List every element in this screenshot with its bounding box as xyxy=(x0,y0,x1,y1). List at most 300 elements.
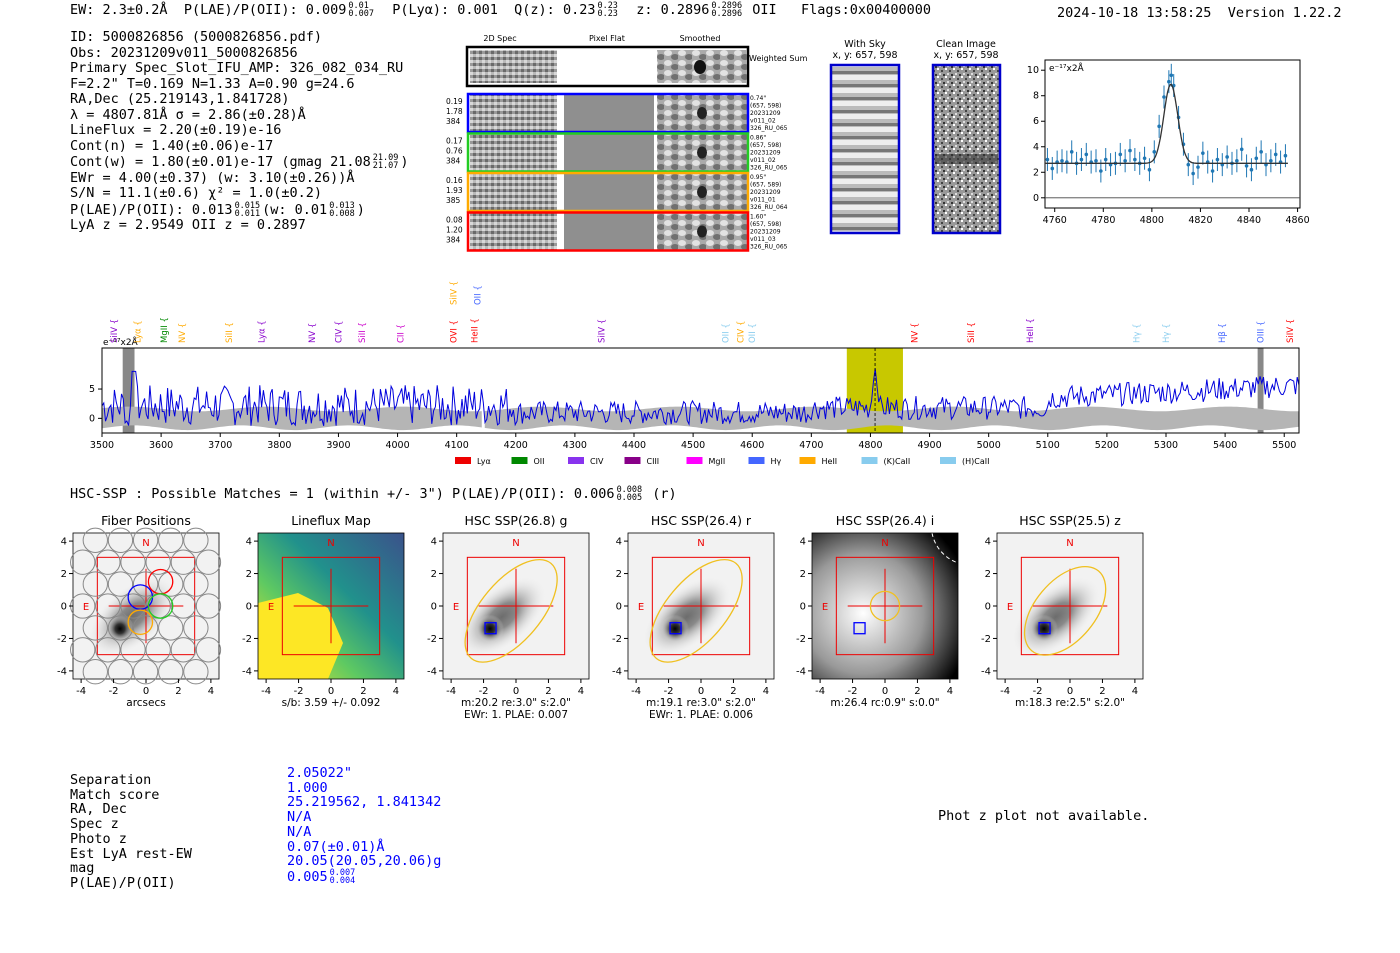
panel-subtitle: m:19.1 re:3.0" s:2.0" xyxy=(646,697,756,709)
legend-swatch xyxy=(568,457,584,464)
info-fit: F=2.2" T=0.169 N=1.33 A=0.90 g=24.6 xyxy=(70,75,355,92)
panel-ytick-label: -2 xyxy=(57,633,67,645)
cutout-right-value: 326_RU_065 xyxy=(750,125,788,132)
fit-ytick-label: 0 xyxy=(1032,192,1039,204)
panel-title: HSC SSP(26.4) i xyxy=(835,513,935,528)
east-label: E xyxy=(637,602,645,613)
panel-subtitle: arcsecs xyxy=(126,697,166,709)
spectrum-xtick-label: 5500 xyxy=(1272,440,1297,451)
panel-ytick-label: 4 xyxy=(799,536,806,548)
spectrum-line-label: OII { xyxy=(473,285,484,305)
legend-label: CIII xyxy=(646,457,660,466)
weighted-sum-label xyxy=(749,54,808,63)
panel-ytick-label: 2 xyxy=(60,569,67,581)
panel-xtick-label: 4 xyxy=(946,686,954,697)
fit-point xyxy=(1225,155,1229,159)
fit-ytick-label: 10 xyxy=(1026,65,1039,77)
panel-xtick-label: 0 xyxy=(142,686,150,697)
info-plae-w-hi: 0.013 xyxy=(329,200,355,211)
panel-xtick-label: 0 xyxy=(327,686,335,697)
fit-point xyxy=(1080,158,1084,162)
cutout-source xyxy=(697,226,707,238)
info-lineflux: LineFlux = 2.20(±0.19)e-16 xyxy=(70,122,282,138)
north-label: N xyxy=(1066,537,1074,549)
spectrum-line-label: NV { xyxy=(910,322,921,343)
panel-ytick-label: -4 xyxy=(427,666,437,678)
panel-title: HSC SSP(26.4) r xyxy=(650,513,752,528)
fit-point xyxy=(1104,158,1108,162)
cutout-rows xyxy=(446,94,788,251)
header-plya: P(Lyα): 0.001 xyxy=(392,2,498,18)
match-label: Est LyA rest-EW xyxy=(70,845,192,862)
info-ewr: EWr = 4.00(±0.37) (w: 3.10(±0.26))Å xyxy=(70,169,355,186)
fit-point xyxy=(1157,125,1161,129)
spectrum-line-label: SiII { xyxy=(358,322,369,343)
north-label: N xyxy=(881,537,889,549)
cutout-right-value: (657, 589) xyxy=(750,181,782,189)
fit-xtick-label: 4860 xyxy=(1285,215,1310,226)
legend-swatch xyxy=(800,457,816,464)
fit-point xyxy=(1118,153,1122,157)
spectrum-line-label: SiIV { xyxy=(597,318,608,343)
detection-info: ID: 5000826856 (5000826856.pdf) Obs: 20231209v011_5000826856 Primary Spec_Slot_IFU_AMP: 326_082_034_RU F=2.2" T=0.169 N=1.33 A=0.90 g=24.6 RA,Dec (25.219143,1.841728) λ = 4807.81Å σ = 2.86(±0.28)Å LineFlux = 2.20(±0.19)e-16 Cont(n) = 1.40(±0.06)e-17 Cont(w) = 1.80(±0.01)e-17 (gmag 21.08 21.09 21.07 ) EWr = 4.00(±0.37) (w: 3.10(±0.26))Å S/N = 11.1(±0.6) χ² = 1.0(±0.2) P(LAE)/P(OII): 0.013 0.015 0.011 (w: 0.01 0.013 0.008 ) LyA z = 2.9549 OII z = 0.2897 xyxy=(70,29,409,233)
spectrum-xtick-label: 3500 xyxy=(89,440,115,451)
hsc-line-band: (r) xyxy=(652,486,677,502)
panel-ytick-label: -2 xyxy=(427,633,437,645)
clean-image-source xyxy=(935,154,998,164)
spectrum-xtick-label: 4600 xyxy=(740,440,765,451)
weighted-sum-2dspec xyxy=(470,50,557,83)
imaging-panel xyxy=(981,513,1143,709)
legend-swatch xyxy=(687,457,703,464)
fit-point xyxy=(1084,153,1088,157)
panel-xtick-label: 4 xyxy=(762,686,770,697)
cutout-right-value: 20231209 xyxy=(750,110,781,117)
panel-xtick-label: 2 xyxy=(360,686,367,697)
panel-ytick-label: 0 xyxy=(799,601,806,613)
info-contw-hi: 21.09 xyxy=(372,153,399,163)
fit-point xyxy=(1274,153,1278,157)
legend-label: HeII xyxy=(821,457,838,466)
fit-point xyxy=(1259,150,1263,154)
panel-ytick-label: -2 xyxy=(612,633,622,645)
fit-frame xyxy=(1045,60,1300,208)
match-value: 1.000 xyxy=(287,779,328,796)
fit-point xyxy=(1196,165,1200,169)
cutout-right-value: v011_02 xyxy=(750,157,776,164)
cutout-right-value: (657, 598) xyxy=(750,102,782,110)
spectrum-xtick-label: 5400 xyxy=(1213,440,1238,451)
spectrum-line-label: NV { xyxy=(307,322,318,343)
imaging-panel xyxy=(242,513,404,709)
panel-ytick-label: -2 xyxy=(981,633,991,645)
panel-xtick-label: 4 xyxy=(577,686,585,697)
header-z-line: OII xyxy=(752,2,777,18)
header-z: z: 0.2896 xyxy=(636,2,710,18)
spectrum-line-label: SiII { xyxy=(966,322,977,343)
cutout-left-value: 0.76 xyxy=(446,146,463,156)
spectrum-line-label: CIV { xyxy=(334,320,345,343)
fit-point xyxy=(1235,159,1239,163)
cutout-right-value: v011_02 xyxy=(750,117,776,125)
spectrum-xtick-label: 4300 xyxy=(562,440,587,451)
clean-image-xy: x, y: 657, 598 xyxy=(933,50,999,61)
spectrum-xtick-label: 3900 xyxy=(326,440,351,451)
spectrum-xtick-label: 4900 xyxy=(917,440,942,451)
panel-subtitle: s/b: 3.59 +/- 0.092 xyxy=(281,697,381,709)
fit-point xyxy=(1167,80,1171,84)
col-header-pixelflat: Pixel Flat xyxy=(589,34,625,43)
cutout-right-value: v011_03 xyxy=(750,236,776,243)
legend-swatch xyxy=(455,457,471,464)
cutout-source xyxy=(697,186,707,198)
spectrum-xtick-label: 4200 xyxy=(503,440,528,451)
weighted-sum-source xyxy=(694,60,706,74)
full-spectrum-chart xyxy=(80,275,1320,465)
legend-label: CIV xyxy=(590,457,604,466)
info-plae-w: (w: 0.01 xyxy=(262,201,328,218)
spectrum-line-label: Hγ { xyxy=(1132,323,1143,343)
fit-point xyxy=(1191,172,1195,176)
east-label: E xyxy=(452,602,460,613)
cutout-right-value: 326_RU_064 xyxy=(750,204,788,211)
info-contw: Cont(w) = 1.80(±0.01)e-17 (gmag 21.08 xyxy=(70,154,371,170)
panel-title: Lineflux Map xyxy=(291,513,371,528)
fit-ytick-label: 2 xyxy=(1032,167,1039,179)
match-value: 25.219562, 1.841342 xyxy=(287,794,442,811)
fit-point xyxy=(1250,168,1254,172)
hsc-summary xyxy=(70,486,677,502)
panel-xtick-label: 2 xyxy=(1099,686,1106,697)
imaging-panel xyxy=(796,513,958,709)
line-fit-chart xyxy=(1026,55,1310,235)
spectrum-line-label: SiIV { xyxy=(109,318,120,343)
match-label: RA, Dec xyxy=(70,801,127,818)
panel-xtick-label: 0 xyxy=(1066,686,1074,697)
panel-xtick-label: 4 xyxy=(1131,686,1139,697)
panel-subtitle: m:18.3 re:2.5" s:2.0" xyxy=(1015,697,1125,709)
spectrum-xtick-label: 3600 xyxy=(149,440,174,451)
legend-label: Hγ xyxy=(770,457,782,466)
panel-ytick-label: 4 xyxy=(430,536,437,548)
with-sky-title: With Sky xyxy=(844,39,886,50)
panel-subtitle-2: EWr: 1. PLAE: 0.006 xyxy=(648,709,754,721)
cutout-right-value: v011_01 xyxy=(750,196,776,204)
fit-unit-label: e⁻¹⁷x2Å xyxy=(1049,64,1084,74)
cutout-right-value: 0.86" xyxy=(750,134,767,142)
north-label: N xyxy=(512,537,520,549)
panel-title: HSC SSP(25.5) z xyxy=(1019,513,1121,528)
cutout-left-value: 0.19 xyxy=(446,97,463,106)
spectrum-ytick-label: 0 xyxy=(88,413,95,425)
match-value: N/A xyxy=(287,823,312,840)
panel-xtick-label: -4 xyxy=(76,686,87,697)
cutout-2dspec xyxy=(470,174,557,210)
north-label: N xyxy=(697,537,705,549)
info-plae-lo: 0.011 xyxy=(234,208,261,219)
cutout-source xyxy=(697,107,707,119)
cutout-right-value: 20231209 xyxy=(750,228,781,236)
legend-swatch xyxy=(862,457,878,464)
spectrum-line-label: MgII { xyxy=(160,317,171,343)
panel-xtick-label: 2 xyxy=(914,686,921,697)
fit-point xyxy=(1254,156,1258,160)
match-label: Separation xyxy=(70,772,152,788)
match-label: Spec z xyxy=(70,816,119,833)
cutout-pixelflat xyxy=(564,174,654,210)
header-qz-lo: 0.23 xyxy=(597,9,618,19)
cutout-2dspec xyxy=(470,214,557,250)
panel-ytick-label: -4 xyxy=(57,666,67,678)
imaging-panel xyxy=(57,513,221,709)
col-header-smoothed: Smoothed xyxy=(679,34,721,43)
header-z-hi: 0.2896 xyxy=(711,1,743,11)
panel-ytick-label: 4 xyxy=(245,536,252,548)
east-label: E xyxy=(1006,602,1014,613)
east-label: E xyxy=(82,602,90,613)
cutout-pixelflat xyxy=(564,214,654,250)
header-ew: EW: 2.3±0.2Å xyxy=(70,2,168,18)
fit-point xyxy=(1123,159,1127,163)
panel-ytick-label: 4 xyxy=(615,536,622,548)
imaging-panel xyxy=(612,513,774,721)
fit-point xyxy=(1070,150,1074,154)
spectrum-line-label: Hγ { xyxy=(1161,323,1172,343)
spectrum-line-label: Lyα { xyxy=(133,320,144,343)
panel-xtick-label: 0 xyxy=(512,686,520,697)
fit-point xyxy=(1046,158,1050,162)
panel-xtick-label: -4 xyxy=(261,686,272,697)
fit-point xyxy=(1201,151,1205,155)
info-plae-w-lo: 0.008 xyxy=(329,208,355,219)
info-plae-hi: 0.015 xyxy=(234,200,261,211)
spectrum-line-label: OII { xyxy=(748,323,759,343)
panel-title: Fiber Positions xyxy=(101,513,191,528)
panel-title: HSC SSP(26.8) g xyxy=(464,513,568,528)
clean-image-title: Clean Image xyxy=(936,39,996,50)
match-label: Match score xyxy=(70,786,160,803)
north-label: N xyxy=(327,537,335,549)
galaxy-core xyxy=(476,615,504,643)
panel-ytick-label: 0 xyxy=(615,601,622,613)
panel-xtick-label: 4 xyxy=(392,686,400,697)
cutout-right-value: 20231209 xyxy=(750,149,781,157)
east-label: E xyxy=(267,602,275,613)
panel-ytick-label: 4 xyxy=(984,536,991,548)
cutout-right-value: (657, 598) xyxy=(750,221,782,228)
header-version: Version 1.22.2 xyxy=(1227,5,1342,21)
galaxy-core xyxy=(661,615,689,643)
fit-point xyxy=(1050,167,1054,171)
spectrum-xtick-label: 5200 xyxy=(1094,440,1119,451)
panel-ytick-label: 2 xyxy=(799,569,806,581)
spectrum-line-label: NV { xyxy=(177,322,188,343)
spectrum-ytick-label: 5 xyxy=(88,384,95,396)
fit-ytick-label: 4 xyxy=(1032,141,1039,153)
match-plae-lo: 0.004 xyxy=(329,875,356,886)
fit-point xyxy=(1216,158,1220,162)
match-label: Photo z xyxy=(70,830,127,847)
panel-ytick-label: 2 xyxy=(245,569,252,581)
spectrum-line-label: HeII { xyxy=(470,318,481,343)
info-radec: RA,Dec (25.219143,1.841728) xyxy=(70,91,290,107)
panel-xtick-label: -4 xyxy=(446,686,457,697)
panel-subtitle: m:26.4 rc:0.9" s:0.0" xyxy=(830,697,940,709)
panel-ytick-label: 0 xyxy=(984,601,991,613)
spectrum-line-label: Hβ { xyxy=(1218,323,1229,343)
cutout-left-value: 0.17 xyxy=(446,136,463,146)
cutout-pixelflat xyxy=(564,95,654,131)
spectrum-line-label: SiIV { xyxy=(1286,318,1297,343)
panel-ytick-label: -2 xyxy=(242,633,252,645)
fit-ytick-label: 6 xyxy=(1032,116,1039,128)
cutout-right-value: 0.74" xyxy=(750,95,767,102)
with-sky-image xyxy=(831,65,899,233)
header-z-lo: 0.2896 xyxy=(711,9,743,19)
panel-ytick-label: 0 xyxy=(60,601,67,613)
cutout-2dspec xyxy=(470,95,557,131)
imaging-panel xyxy=(427,513,589,721)
spectrum-line-label: SiIV { xyxy=(449,280,460,305)
fit-point xyxy=(1186,163,1190,167)
header-datetime: 2024-10-18 13:58:25 xyxy=(1057,5,1212,21)
cutout-left-value: 384 xyxy=(446,156,461,166)
panel-xtick-label: -4 xyxy=(815,686,826,697)
panel-xtick-label: 0 xyxy=(881,686,889,697)
header-plae: P(LAE)/P(OII): 0.009 xyxy=(183,2,347,18)
panel-xtick-label: -2 xyxy=(478,686,489,697)
cutout-left-value: 384 xyxy=(446,117,461,126)
cutout-right-value: 0.95" xyxy=(750,174,767,181)
match-plae-hi: 0.007 xyxy=(329,867,356,878)
legend-swatch xyxy=(749,457,765,464)
panel-ytick-label: 2 xyxy=(430,569,437,581)
panel-xtick-label: -2 xyxy=(108,686,119,697)
spectrum-xtick-label: 3700 xyxy=(208,440,233,451)
col-header-2dspec: 2D Spec xyxy=(483,34,517,43)
header-plae-hi: 0.01 xyxy=(348,1,369,11)
header-summary xyxy=(70,2,931,18)
match-value: 0.07(±0.01)Å xyxy=(287,838,385,855)
spectrum-xtick-label: 5100 xyxy=(1035,440,1060,451)
fit-point xyxy=(1152,150,1156,154)
galaxy-core xyxy=(1030,615,1058,643)
legend-swatch xyxy=(625,457,641,464)
panel-subtitle-2: EWr: 1. PLAE: 0.007 xyxy=(463,709,569,721)
info-contn: Cont(n) = 1.40(±0.06)e-17 xyxy=(70,137,274,154)
panel-xtick-label: -2 xyxy=(663,686,674,697)
north-label: N xyxy=(142,537,150,549)
clean-image xyxy=(933,65,1000,233)
fit-xtick-label: 4820 xyxy=(1188,215,1213,226)
panel-xtick-label: -2 xyxy=(847,686,858,697)
panel-xtick-label: 4 xyxy=(207,686,215,697)
spectrum-line-label: SiII { xyxy=(225,322,236,343)
legend-label: OII xyxy=(533,457,545,466)
cutout-pixelflat xyxy=(564,135,654,171)
match-labels xyxy=(70,773,192,891)
fit-xtick-label: 4780 xyxy=(1091,215,1116,226)
info-lyaz: LyA z = 2.9549 OII z = 0.2897 xyxy=(70,217,306,233)
match-value: 0.005 0.007 0.004 xyxy=(287,867,356,886)
fit-point xyxy=(1169,74,1173,78)
header-qz-hi: 0.23 xyxy=(597,1,618,11)
panel-ytick-label: 2 xyxy=(615,569,622,581)
fit-xtick-label: 4840 xyxy=(1236,215,1262,226)
cutout-left-value: 385 xyxy=(446,196,461,205)
info-lambda: λ = 4807.81Å σ = 2.86(±0.28)Å xyxy=(70,106,306,123)
east-label: E xyxy=(821,602,829,613)
info-primary: Primary Spec_Slot_IFU_AMP: 326_082_034_RU xyxy=(70,60,404,76)
panel-ytick-label: -2 xyxy=(796,633,806,645)
legend-label: (H)CaII xyxy=(962,457,990,466)
fit-point xyxy=(1211,169,1215,173)
spectrum-line-label: HeII { xyxy=(1026,318,1036,343)
spectrum-xtick-label: 4700 xyxy=(799,440,824,451)
spectrum-xtick-label: 4500 xyxy=(681,440,706,451)
panel-xtick-label: -4 xyxy=(1000,686,1011,697)
cutout-right-value: (657, 598) xyxy=(750,142,782,149)
panel-ytick-label: -4 xyxy=(242,666,252,678)
fit-point xyxy=(1060,159,1064,163)
info-sn: S/N = 11.1(±0.6) χ² = 1.0(±0.2) xyxy=(70,185,322,201)
fit-point xyxy=(1133,158,1137,162)
match-label: P(LAE)/P(OII) xyxy=(70,874,176,891)
panel-ytick-label: -4 xyxy=(612,666,622,678)
fit-point xyxy=(1099,169,1103,173)
spectrum-xtick-label: 5000 xyxy=(976,440,1001,451)
hsc-line-hi: 0.008 xyxy=(616,485,643,495)
fit-point xyxy=(1284,154,1288,158)
panel-xtick-label: -2 xyxy=(293,686,304,697)
match-value: 2.05022" xyxy=(287,765,353,781)
hsc-line-text: HSC-SSP : Possible Matches = 1 (within +/- 3") P(LAE)/P(OII): 0.006 xyxy=(70,486,615,502)
fit-point xyxy=(1269,159,1273,163)
match-value: N/A xyxy=(287,809,312,826)
legend-swatch xyxy=(940,457,956,464)
spectrum-line-label: CII { xyxy=(396,323,407,343)
fit-xtick-label: 4800 xyxy=(1139,215,1164,226)
cutout-right-value: 326_RU_065 xyxy=(750,243,788,251)
cutout-left-value: 0.08 xyxy=(446,215,463,225)
hsc-line-lo: 0.005 xyxy=(616,493,643,503)
legend-label: Lyα xyxy=(477,457,491,466)
panel-xtick-label: 0 xyxy=(697,686,705,697)
cutout-left-value: 384 xyxy=(446,235,461,245)
panel-xtick-label: -2 xyxy=(1032,686,1043,697)
header-qz: Q(z): 0.23 xyxy=(514,2,596,18)
with-sky-xy: x, y: 657, 598 xyxy=(832,50,898,61)
spectrum-line-label: Lyα { xyxy=(257,320,268,343)
panel-ytick-label: -4 xyxy=(981,666,991,678)
fit-point xyxy=(1245,164,1249,168)
spectrum-line-label: CIV { xyxy=(736,320,747,343)
panel-xtick-label: 2 xyxy=(175,686,182,697)
cutout-left-value: 1.93 xyxy=(446,186,463,195)
spectrum-xtick-label: 4100 xyxy=(444,440,469,451)
cutout-source xyxy=(697,147,707,159)
spectrum-xtick-label: 4800 xyxy=(858,440,883,451)
legend-label: MgII xyxy=(708,457,726,466)
legend-label: (K)CaII xyxy=(883,457,911,466)
info-id: ID: 5000826856 (5000826856.pdf) xyxy=(70,29,322,45)
spectra-cutouts xyxy=(440,30,808,255)
info-contw-lo: 21.07 xyxy=(372,161,399,171)
header-flags: Flags:0x00400000 xyxy=(801,2,932,18)
cutout-right-value: 1.60" xyxy=(750,213,767,221)
fit-xtick-label: 4760 xyxy=(1042,215,1067,226)
fit-point xyxy=(1240,148,1244,152)
